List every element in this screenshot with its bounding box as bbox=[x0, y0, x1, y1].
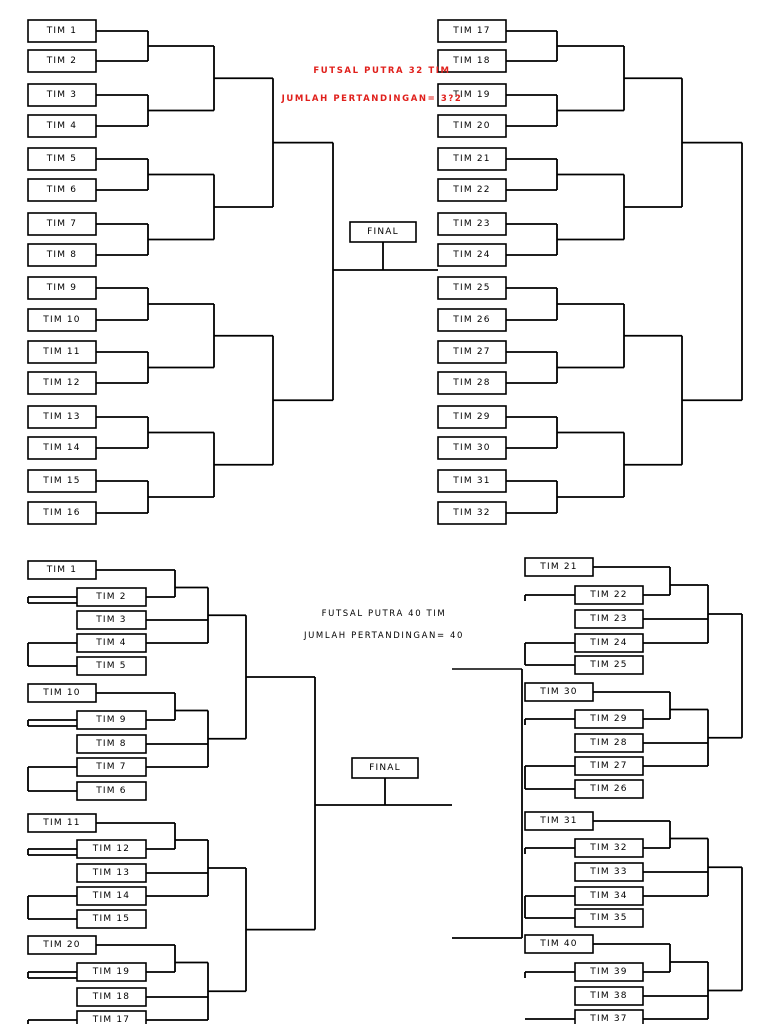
team-tim-16-label: TIM 16 bbox=[43, 508, 81, 518]
bracket-40-subtitle: JUMLAH PERTANDINGAN= 40 bbox=[304, 631, 464, 641]
team-tim-27-label: TIM 27 bbox=[590, 761, 628, 771]
team-tim-17-label: TIM 17 bbox=[453, 26, 491, 36]
team-tim-22-label: TIM 22 bbox=[453, 185, 491, 195]
team-tim-27-label: TIM 27 bbox=[453, 347, 491, 357]
team-tim-38-label: TIM 38 bbox=[590, 991, 628, 1001]
team-tim-1-label: TIM 1 bbox=[46, 26, 78, 36]
team-tim-28-label: TIM 28 bbox=[590, 738, 628, 748]
team-tim-30-label: TIM 30 bbox=[453, 443, 491, 453]
team-tim-12-label: TIM 12 bbox=[92, 844, 131, 854]
team-tim-26-label: TIM 26 bbox=[453, 315, 491, 325]
team-tim-13-label: TIM 13 bbox=[92, 868, 131, 878]
final-label-40: FINAL bbox=[369, 763, 401, 773]
team-tim-5-label: TIM 5 bbox=[46, 154, 78, 164]
team-tim-35-label: TIM 35 bbox=[590, 913, 628, 923]
team-tim-21-label: TIM 21 bbox=[453, 154, 491, 164]
bracket-32-title: FUTSAL PUTRA 32 TIM bbox=[313, 66, 451, 76]
team-tim-29-label: TIM 29 bbox=[590, 714, 628, 724]
team-tim-14-label: TIM 14 bbox=[92, 891, 131, 901]
team-tim-39-label: TIM 39 bbox=[590, 967, 628, 977]
team-tim-25-label: TIM 25 bbox=[453, 283, 491, 293]
team-tim-25-label: TIM 25 bbox=[590, 660, 628, 670]
team-tim-3-label: TIM 3 bbox=[96, 615, 127, 625]
team-tim-7-label: TIM 7 bbox=[46, 219, 78, 229]
team-tim-9-label: TIM 9 bbox=[46, 283, 78, 293]
team-tim-32-label: TIM 32 bbox=[590, 843, 628, 853]
team-tim-33-label: TIM 33 bbox=[590, 867, 628, 877]
team-tim-31-label: TIM 31 bbox=[540, 816, 578, 826]
team-tim-6-label: TIM 6 bbox=[46, 185, 78, 195]
team-tim-29-label: TIM 29 bbox=[453, 412, 491, 422]
team-tim-4-label: TIM 4 bbox=[46, 121, 78, 131]
team-tim-32-label: TIM 32 bbox=[453, 508, 491, 518]
bracket-32-subtitle: JUMLAH PERTANDINGAN= 3?2 bbox=[281, 94, 463, 104]
team-tim-6-label: TIM 6 bbox=[96, 786, 127, 796]
team-tim-8-label: TIM 8 bbox=[96, 739, 127, 749]
team-tim-13-label: TIM 13 bbox=[43, 412, 81, 422]
team-tim-28-label: TIM 28 bbox=[453, 378, 491, 388]
team-boxes bbox=[28, 20, 643, 1024]
team-tim-5-label: TIM 5 bbox=[96, 661, 127, 671]
team-tim-19-label: TIM 19 bbox=[92, 967, 131, 977]
team-tim-12-label: TIM 12 bbox=[43, 378, 81, 388]
team-tim-24-label: TIM 24 bbox=[453, 250, 491, 260]
bracket-40-title: FUTSAL PUTRA 40 TIM bbox=[321, 609, 447, 619]
team-tim-15-label: TIM 15 bbox=[43, 476, 81, 486]
team-tim-23-label: TIM 23 bbox=[590, 614, 628, 624]
team-tim-11-label: TIM 11 bbox=[43, 818, 81, 828]
team-tim-2-label: TIM 2 bbox=[96, 592, 127, 602]
team-tim-31-label: TIM 31 bbox=[453, 476, 491, 486]
team-tim-10-label: TIM 10 bbox=[43, 315, 81, 325]
team-tim-34-label: TIM 34 bbox=[590, 891, 628, 901]
team-tim-20-label: TIM 20 bbox=[43, 940, 81, 950]
team-tim-17-label: TIM 17 bbox=[92, 1015, 131, 1024]
team-tim-37-label: TIM 37 bbox=[590, 1014, 628, 1024]
team-tim-3-label: TIM 3 bbox=[46, 90, 78, 100]
team-tim-9-label: TIM 9 bbox=[96, 715, 127, 725]
team-tim-18-label: TIM 18 bbox=[92, 992, 131, 1002]
team-tim-22-label: TIM 22 bbox=[590, 590, 628, 600]
team-tim-20-label: TIM 20 bbox=[453, 121, 491, 131]
team-tim-1-label: TIM 1 bbox=[46, 565, 78, 575]
team-tim-18-label: TIM 18 bbox=[453, 56, 491, 66]
team-tim-14-label: TIM 14 bbox=[43, 443, 81, 453]
team-tim-40-label: TIM 40 bbox=[540, 939, 578, 949]
team-tim-21-label: TIM 21 bbox=[540, 562, 578, 572]
team-tim-15-label: TIM 15 bbox=[92, 914, 131, 924]
team-tim-30-label: TIM 30 bbox=[540, 687, 578, 697]
team-tim-2-label: TIM 2 bbox=[46, 56, 78, 66]
team-tim-10-label: TIM 10 bbox=[43, 688, 81, 698]
team-tim-26-label: TIM 26 bbox=[590, 784, 628, 794]
team-tim-24-label: TIM 24 bbox=[590, 638, 628, 648]
team-tim-7-label: TIM 7 bbox=[96, 762, 127, 772]
team-tim-19-label: TIM 19 bbox=[453, 90, 491, 100]
team-tim-4-label: TIM 4 bbox=[96, 638, 127, 648]
final-label-32: FINAL bbox=[367, 227, 399, 237]
team-tim-23-label: TIM 23 bbox=[453, 219, 491, 229]
team-tim-11-label: TIM 11 bbox=[43, 347, 81, 357]
team-tim-8-label: TIM 8 bbox=[46, 250, 78, 260]
